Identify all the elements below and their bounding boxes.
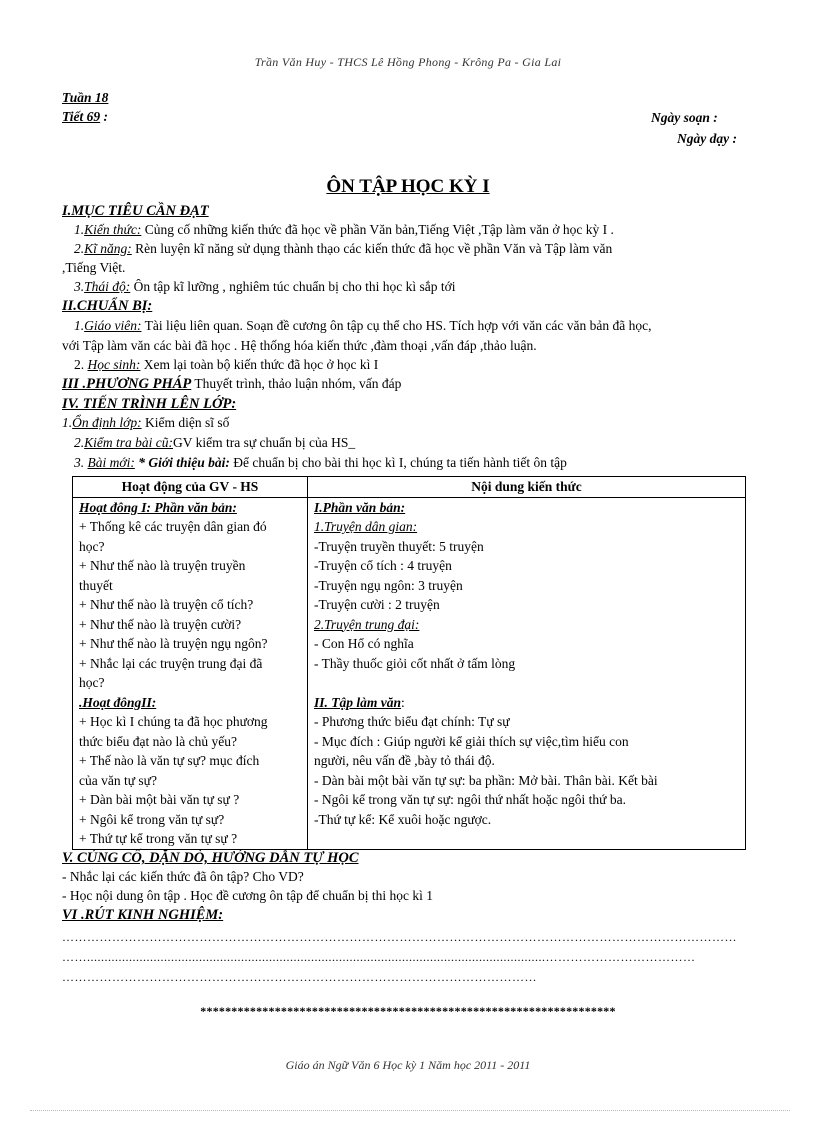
prep-teacher-cont: với Tập làm văn các bài đã học . Hệ thống hóa kiến thức ,đàm thoại ,vấn đáp ,thảo luận. — [62, 338, 537, 353]
table-header-activity: Hoạt động của GV - HS — [73, 477, 308, 498]
content-line — [314, 498, 739, 518]
activity-text: thức biểu đạt nào là chủ yếu? — [79, 733, 238, 749]
activity-line — [79, 810, 301, 830]
knowledge-num: 1. — [74, 222, 85, 237]
content-line — [314, 556, 739, 576]
activity-line — [79, 712, 301, 732]
activity-line — [79, 537, 301, 557]
section-3 — [62, 376, 401, 393]
objective-skill — [74, 241, 612, 257]
content-line — [314, 790, 739, 810]
lesson-label — [62, 109, 108, 125]
table-header-content: Nội dung kiến thức — [308, 477, 746, 498]
section-1-heading: I.MỤC TIÊU CẦN ĐẠT — [62, 203, 209, 219]
prep-teacher — [74, 318, 651, 334]
objective-attitude — [74, 279, 456, 295]
activity-text: + Thứ tự kể trong văn tự sự ? — [79, 831, 238, 846]
activity-text: + Học kì I chúng ta đã học phương — [79, 714, 268, 729]
knowledge-text: Củng cố những kiến thức đã học về phần Văn bản,Tiếng Việt ,Tập làm văn ở học kỳ I . — [141, 222, 614, 237]
check-text: GV kiểm tra sự chuẩn bị của HS_ — [173, 435, 356, 450]
activity-text: học? — [79, 675, 105, 690]
activity-text: của văn tự sự? — [79, 772, 157, 788]
objective-skill-cont: ,Tiếng Việt. — [62, 260, 126, 275]
date-prepare: Ngày soạn : — [651, 110, 718, 125]
activity-line — [79, 576, 301, 596]
activity-line — [79, 634, 301, 654]
content-line — [314, 829, 739, 849]
activity-line — [79, 615, 301, 635]
check-num: 2. — [74, 435, 85, 450]
prep-student — [74, 357, 378, 373]
table-row — [73, 497, 746, 849]
check-label: Kiểm tra bài cũ: — [84, 435, 173, 450]
activity-text: + Thế nào là văn tự sự? mục đích — [79, 753, 260, 768]
skill-label: Kĩ năng: — [84, 241, 132, 256]
new-label: Bài mới: — [87, 455, 135, 470]
activity-text: + Như thế nào là truyện cổ tích? — [79, 597, 254, 612]
content-text: - Thầy thuốc giỏi cốt nhất ở tấm lòng — [314, 655, 516, 671]
content-tail: : — [401, 694, 405, 710]
activity-text: Hoạt đông I: — [79, 499, 152, 515]
content-line — [314, 615, 739, 635]
separator-stars: ******************************************************************* — [200, 1004, 616, 1018]
section-3-heading: III .PHƯƠNG PHÁP — [62, 376, 192, 392]
content-line — [314, 576, 739, 596]
content-line — [314, 595, 739, 615]
content-text: -Truyện ngụ ngôn: 3 truyện — [314, 577, 463, 593]
content-line — [314, 751, 739, 771]
section-6-heading: VI .RÚT KINH NGHIỆM: — [62, 907, 224, 923]
activity-text: + Nhắc lại các truyện trung đại đã — [79, 655, 263, 671]
content-text: II. Tập làm văn — [314, 694, 402, 710]
page-footer: Giáo án Ngữ Văn 6 Học kỳ 1 Năm học 2011 - 2011 — [285, 1058, 531, 1072]
content-text: - Ngôi kể trong văn tự sự: ngôi thứ nhất hoặc ngôi thứ ba. — [314, 792, 626, 807]
order-num: 1. — [62, 415, 73, 430]
content-line — [314, 712, 739, 732]
content-line — [314, 517, 739, 537]
attitude-label: Thái độ: — [84, 279, 131, 294]
section-2-heading: II.CHUẨN BỊ: — [62, 298, 153, 314]
activity-text: + Như thế nào là truyện truyền — [79, 558, 246, 573]
activity-line — [79, 829, 301, 849]
notes-line-1: ……………………………………………………………………………………………………………………………………………… — [62, 930, 737, 944]
activity-line — [79, 654, 301, 674]
activity-line — [79, 673, 301, 693]
page-title: ÔN TẬP HỌC KỲ I — [326, 176, 490, 197]
activity-cell — [73, 497, 308, 849]
lesson-number: Tiết 69 — [62, 109, 101, 124]
teacher-label: Giáo viên: — [84, 318, 142, 333]
new-num: 3. — [74, 455, 88, 470]
teacher-text: Tài liệu liên quan. Soạn đề cương ôn tập cụ thể cho HS. Tích hợp với văn các văn bản đã học, — [141, 318, 652, 333]
activity-line — [79, 693, 301, 713]
activity-text: + Như thế nào là truyện cười? — [79, 616, 242, 632]
content-text: - Con Hổ có nghĩa — [314, 636, 414, 651]
activity-text: học? — [79, 538, 105, 554]
content-text: 1.Truyện dân gian: — [314, 519, 418, 534]
content-text: - Phương thức biểu đạt chính: Tự sự — [314, 714, 510, 729]
review-line-1: - Nhắc lại các kiến thức đã ôn tập? Cho VD? — [62, 869, 304, 884]
section-5-heading: V. CỦNG CỐ, DẶN DÒ, HƯỚNG DẪN TỰ HỌC — [62, 850, 359, 866]
content-text: I.Phần văn bản: — [314, 499, 406, 515]
content-line — [314, 732, 739, 752]
content-line — [314, 537, 739, 557]
lesson-table — [72, 476, 746, 850]
teacher-num: 1. — [74, 318, 85, 333]
attitude-text: Ôn tập kĩ lưỡng , nghiêm túc chuẩn bị cho thi học kì sắp tới — [130, 279, 456, 294]
content-text: -Thứ tự kể: Kể xuôi hoặc ngược. — [314, 811, 492, 827]
step-check — [74, 435, 355, 451]
content-text: -Truyện truyền thuyết: 5 truyện — [314, 538, 484, 554]
objective-knowledge — [74, 222, 614, 238]
content-text: người, nêu vấn đề ,bày tỏ thái độ. — [314, 753, 495, 768]
content-text: 2.Truyện trung đại: — [314, 616, 420, 632]
new-text: Để chuẩn bị cho bài thi học kì I, chúng ta tiến hành tiết ôn tập — [229, 455, 567, 470]
week-label: Tuần 18 — [62, 90, 109, 105]
activity-text: + Thống kê các truyện dân gian đó — [79, 519, 267, 534]
content-line — [314, 810, 739, 830]
activity-line — [79, 732, 301, 752]
activity-text: thuyết — [79, 577, 113, 593]
student-text: Xem lại toàn bộ kiến thức đã học ở học kì I — [140, 357, 379, 372]
activity-line — [79, 771, 301, 791]
lesson-suffix: : — [100, 109, 108, 124]
skill-num: 2. — [74, 241, 85, 256]
content-text: -Truyện cổ tích : 4 truyện — [314, 558, 452, 573]
activity-tail: Phần văn bản: — [151, 499, 237, 515]
order-text: Kiểm diện sĩ số — [141, 415, 230, 430]
step-new — [74, 455, 567, 471]
bottom-dotted-rule — [30, 1110, 790, 1111]
activity-line — [79, 498, 301, 518]
content-text: - Mục đích : Giúp người kể giải thích sự việc,tìm hiểu con — [314, 733, 629, 749]
method-text: Thuyết trình, thảo luận nhóm, vấn đáp — [191, 376, 402, 391]
content-text — [314, 831, 317, 846]
step-order — [62, 415, 229, 431]
content-line — [314, 693, 739, 713]
order-label: Ổn định lớp: — [72, 415, 142, 430]
content-text: - Dàn bài một bài văn tự sự: ba phần: Mở bài. Thân bài. Kết bài — [314, 772, 658, 788]
content-text — [314, 675, 317, 690]
notes-line-2: ……...................................................................................................................................……………………………… — [62, 950, 696, 964]
activity-line — [79, 595, 301, 615]
content-line — [314, 634, 739, 654]
content-line — [314, 654, 739, 674]
activity-text: + Dàn bài một bài văn tự sự ? — [79, 792, 240, 807]
content-line — [314, 673, 739, 693]
notes-line-3: …………………………………………………………………………………………………… — [62, 970, 537, 984]
new-intro: * Giới thiệu bài: — [134, 455, 230, 470]
activity-line — [79, 751, 301, 771]
activity-text: + Ngôi kể trong văn tự sự? — [79, 811, 225, 827]
activity-line — [79, 556, 301, 576]
page-header: Trần Văn Huy - THCS Lê Hồng Phong - Krông Pa - Gia Lai — [254, 55, 562, 69]
content-line — [314, 771, 739, 791]
skill-text: Rèn luyện kĩ năng sử dụng thành thạo các kiến thức đã học về phần Văn và Tập làm văn — [131, 241, 613, 256]
content-cell — [308, 497, 746, 849]
activity-text: + Như thế nào là truyện ngụ ngôn? — [79, 636, 268, 651]
knowledge-label: Kiến thức: — [84, 222, 142, 237]
content-text: -Truyện cười : 2 truyện — [314, 597, 440, 612]
student-label: Học sinh: — [87, 357, 141, 372]
activity-line — [79, 790, 301, 810]
table-header-row — [73, 477, 746, 498]
activity-line — [79, 517, 301, 537]
date-teach: Ngày dạy : — [677, 131, 737, 146]
activity-text: .Hoạt đôngII: — [79, 694, 157, 710]
attitude-num: 3. — [74, 279, 85, 294]
section-4-heading: IV. TIẾN TRÌNH LÊN LỚP: — [62, 396, 237, 412]
student-num: 2. — [74, 357, 88, 372]
review-line-2: - Học nội dung ôn tập . Học đề cương ôn tập để chuẩn bị thi học kì 1 — [62, 888, 433, 903]
